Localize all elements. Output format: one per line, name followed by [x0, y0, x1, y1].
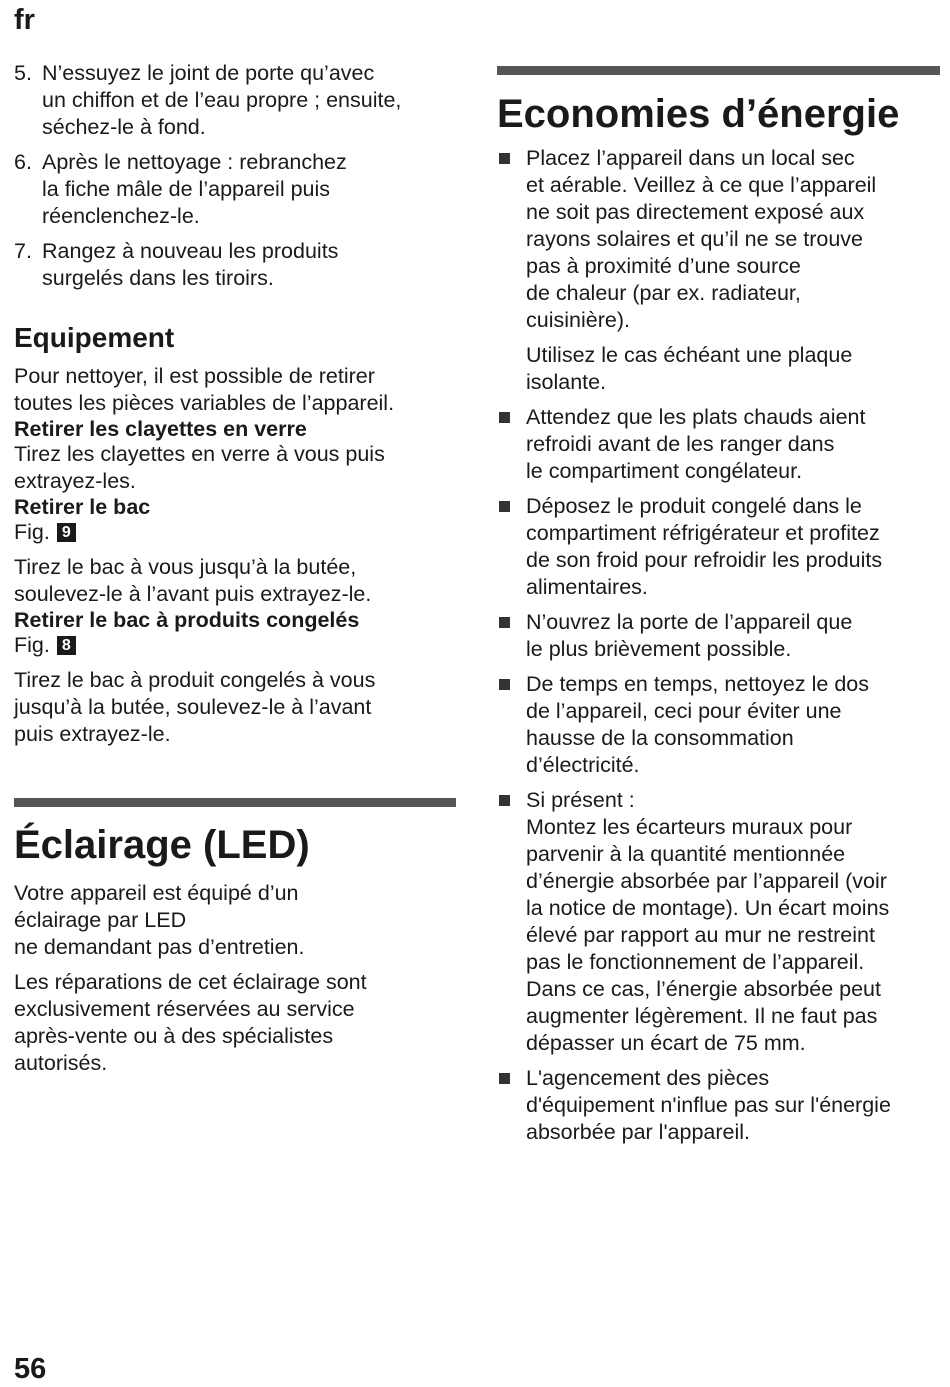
list-item: Placez l’appareil dans un local sec et aérable. Veillez à ce que l’appareil ne soit pas directement exposé aux rayons solaires et qu’il ne se trouve pas à proximité d’une source de chaleur (par ex. radiateur, cuisinière). Utilisez le cas échéant une plaque isolante. [497, 145, 940, 396]
eclairage-section [14, 798, 456, 1077]
cleaning-steps-list [14, 60, 456, 292]
bac-congeles-heading: Retirer le bac à produits congelés [14, 608, 360, 632]
figure-number-badge: 8 [57, 636, 76, 655]
eclairage-heading: Éclairage (LED) [14, 823, 310, 867]
step-text: Après le nettoyage : rebranchez la fiche mâle de l’appareil puis réenclenchez-le. [42, 150, 347, 228]
figure-number-badge: 9 [57, 523, 76, 542]
square-bullet-icon [499, 153, 510, 164]
step-number: 5. [14, 61, 32, 85]
left-column [14, 60, 456, 1077]
page-number: 56 [14, 1353, 47, 1385]
step-text: Rangez à nouveau les produits surgelés dans les tiroirs. [42, 239, 339, 290]
step-item [14, 149, 456, 230]
step-item [14, 238, 456, 292]
square-bullet-icon [499, 795, 510, 806]
bac-congeles-text: Tirez le bac à produit congelés à vous jusqu’à la butée, soulevez-le à l’avant puis extrayez-le. [14, 668, 376, 746]
list-item-note: Utilisez le cas échéant une plaque isolante. [526, 343, 853, 394]
fig-label: Fig. [14, 520, 50, 544]
square-bullet-icon [499, 501, 510, 512]
economies-heading: Economies d’énergie [497, 92, 900, 136]
language-code: fr [14, 4, 35, 36]
section-rule [14, 798, 456, 807]
clayettes-heading: Retirer les clayettes en verre [14, 417, 307, 441]
fig-label: Fig. [14, 633, 50, 657]
list-item: Attendez que les plats chauds aient refroidi avant de les ranger dans le compartiment congélateur. [497, 404, 940, 485]
bac-heading: Retirer le bac [14, 495, 151, 519]
equipement-intro: Pour nettoyer, il est possible de retirer toutes les pièces variables de l’appareil. [14, 364, 395, 415]
list-item: L'agencement des pièces d'équipement n'influe pas sur l'énergie absorbée par l'appareil. [497, 1065, 940, 1146]
step-item [14, 60, 456, 141]
square-bullet-icon [499, 1073, 510, 1084]
square-bullet-icon [499, 679, 510, 690]
bac-figure-ref [14, 519, 456, 546]
bac-congeles-figure-ref [14, 632, 456, 659]
list-item: Si présent : Montez les écarteurs muraux pour parvenir à la quantité mentionnée d’énergie absorbée par l’appareil (voir la notice de montage). Un écart moins élevé par rapport au mur ne restreint pas le fonctionnement de l’appareil. Dans ce cas, l’énergie absorbée peut augmenter légèrement. Il ne faut pas dépasser un écart de 75 mm. [497, 787, 940, 1057]
bac-text: Tirez le bac à vous jusqu’à la butée, soulevez-le à l’avant puis extrayez-le. [14, 555, 372, 606]
step-text: N’essuyez le joint de porte qu’avec un chiffon et de l’eau propre ; ensuite, séchez-le à fond. [42, 61, 402, 139]
right-column [497, 66, 940, 1154]
step-number: 7. [14, 239, 32, 263]
equipement-heading: Equipement [14, 322, 175, 353]
energy-tips-list [497, 145, 940, 1146]
section-rule [497, 66, 940, 75]
step-number: 6. [14, 150, 32, 174]
list-item: De temps en temps, nettoyez le dos de l’appareil, ceci pour éviter une hausse de la consommation d’électricité. [497, 671, 940, 779]
square-bullet-icon [499, 617, 510, 628]
eclairage-paragraph-1: Votre appareil est équipé d’un éclairage par LED ne demandant pas d’entretien. [14, 881, 305, 959]
list-item: Déposez le produit congelé dans le compartiment réfrigérateur et profitez de son froid pour refroidir les produits alimentaires. [497, 493, 940, 601]
list-item: N’ouvrez la porte de l’appareil que le plus brièvement possible. [497, 609, 940, 663]
square-bullet-icon [499, 412, 510, 423]
clayettes-text: Tirez les clayettes en verre à vous puis extrayez-les. [14, 442, 385, 493]
eclairage-paragraph-2: Les réparations de cet éclairage sont exclusivement réservées au service après-vente ou à des spécialistes autorisés. [14, 970, 367, 1075]
